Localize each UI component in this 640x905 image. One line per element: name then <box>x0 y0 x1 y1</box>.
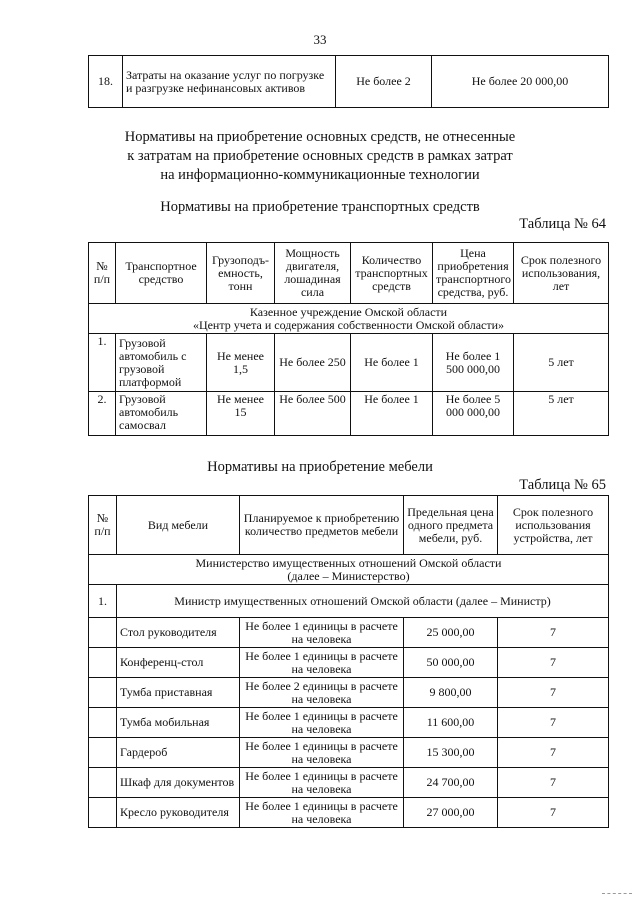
furniture-quantity: Не более 1 единицы в расчете на человека <box>240 618 404 648</box>
top-table <box>88 55 609 108</box>
furniture-quantity: Не более 1 единицы в расчете на человека <box>240 708 404 738</box>
furniture-name: Тумба мобильная <box>117 708 240 738</box>
furniture-term: 7 <box>498 708 609 738</box>
group-num: 1. <box>89 585 117 618</box>
furniture-term: 7 <box>498 798 609 828</box>
header-num: № п/п <box>89 496 117 555</box>
ministry-row: Министерство имущественных отношений Омской области (далее – Министерство) <box>89 555 609 585</box>
row-number: 18. <box>89 56 123 108</box>
furniture-table <box>88 495 609 828</box>
furniture-quantity: Не более 1 единицы в расчете на человека <box>240 798 404 828</box>
furniture-price: 25 000,00 <box>404 618 498 648</box>
quantity: Не более 2 <box>336 56 432 108</box>
header-price: Предельная цена одного предмета мебели, руб. <box>404 496 498 555</box>
table-65-label: Таблица № 65 <box>519 477 606 493</box>
header-quantity: Планируемое к приобретению количество предметов мебели <box>240 496 404 555</box>
furniture-name: Шкаф для документов <box>117 768 240 798</box>
furniture-quantity: Не более 1 единицы в расчете на человека <box>240 738 404 768</box>
furniture-name: Стол руководителя <box>117 618 240 648</box>
service-description: Затраты на оказание услуг по погрузке и разгрузке нефинансовых активов <box>123 56 336 108</box>
section-heading: Нормативы на приобретение основных средств, не отнесенные к затратам на приобретение основных средств в рамках затрат на информационно-коммуникационные технологии <box>124 129 516 183</box>
furniture-term: 7 <box>498 768 609 798</box>
header-power: Мощность двигателя, лошадиная сила <box>275 243 351 304</box>
vehicle-capacity: Не менее 1,5 <box>207 334 275 392</box>
vehicle-type: Грузовой автомобиль самосвал <box>116 392 207 436</box>
furniture-name: Конференц-стол <box>117 648 240 678</box>
vehicle-type: Грузовой автомобиль с грузовой платформой <box>116 334 207 392</box>
furniture-term: 7 <box>498 618 609 648</box>
vehicle-count: Не более 1 <box>351 334 433 392</box>
furniture-price: 27 000,00 <box>404 798 498 828</box>
furniture-term: 7 <box>498 648 609 678</box>
furniture-price: 24 700,00 <box>404 768 498 798</box>
group-title: Министр имущественных отношений Омской области (далее – Министр) <box>117 585 609 618</box>
transport-table <box>88 242 609 436</box>
furniture-price: 9 800,00 <box>404 678 498 708</box>
header-type: Вид мебели <box>117 496 240 555</box>
vehicle-capacity: Не менее 15 <box>207 392 275 436</box>
row-num: 2. <box>89 392 116 436</box>
vehicle-power: Не более 500 <box>275 392 351 436</box>
header-capacity: Грузоподъ-емность, тонн <box>207 243 275 304</box>
furniture-heading: Нормативы на приобретение мебели <box>207 459 433 475</box>
header-type: Транспортное средство <box>116 243 207 304</box>
vehicle-price: Не более 5 000 000,00 <box>433 392 514 436</box>
transport-heading: Нормативы на приобретение транспортных средств <box>160 199 480 215</box>
vehicle-term: 5 лет <box>514 392 609 436</box>
header-term: Срок полезного использования устройства, лет <box>498 496 609 555</box>
furniture-price: 11 600,00 <box>404 708 498 738</box>
header-count: Количество транспортных средств <box>351 243 433 304</box>
furniture-price: 50 000,00 <box>404 648 498 678</box>
vehicle-power: Не более 250 <box>275 334 351 392</box>
furniture-price: 15 300,00 <box>404 738 498 768</box>
header-term: Срок полезного использования, лет <box>514 243 609 304</box>
furniture-quantity: Не более 2 единицы в расчете на человека <box>240 678 404 708</box>
furniture-name: Гардероб <box>117 738 240 768</box>
scan-mark <box>602 893 632 894</box>
furniture-term: 7 <box>498 678 609 708</box>
furniture-quantity: Не более 1 единицы в расчете на человека <box>240 768 404 798</box>
header-price: Цена приобретения транспортного средства, руб. <box>433 243 514 304</box>
page-number: 33 <box>313 32 327 47</box>
furniture-quantity: Не более 1 единицы в расчете на человека <box>240 648 404 678</box>
table-64-label: Таблица № 64 <box>519 216 606 232</box>
org-row: Казенное учреждение Омской области «Центр учета и содержания собственности Омской области» <box>89 304 609 334</box>
header-num: № п/п <box>89 243 116 304</box>
vehicle-count: Не более 1 <box>351 392 433 436</box>
furniture-name: Тумба приставная <box>117 678 240 708</box>
vehicle-price: Не более 1 500 000,00 <box>433 334 514 392</box>
price: Не более 20 000,00 <box>432 56 609 108</box>
row-num: 1. <box>89 334 116 392</box>
vehicle-term: 5 лет <box>514 334 609 392</box>
furniture-name: Кресло руководителя <box>117 798 240 828</box>
furniture-term: 7 <box>498 738 609 768</box>
